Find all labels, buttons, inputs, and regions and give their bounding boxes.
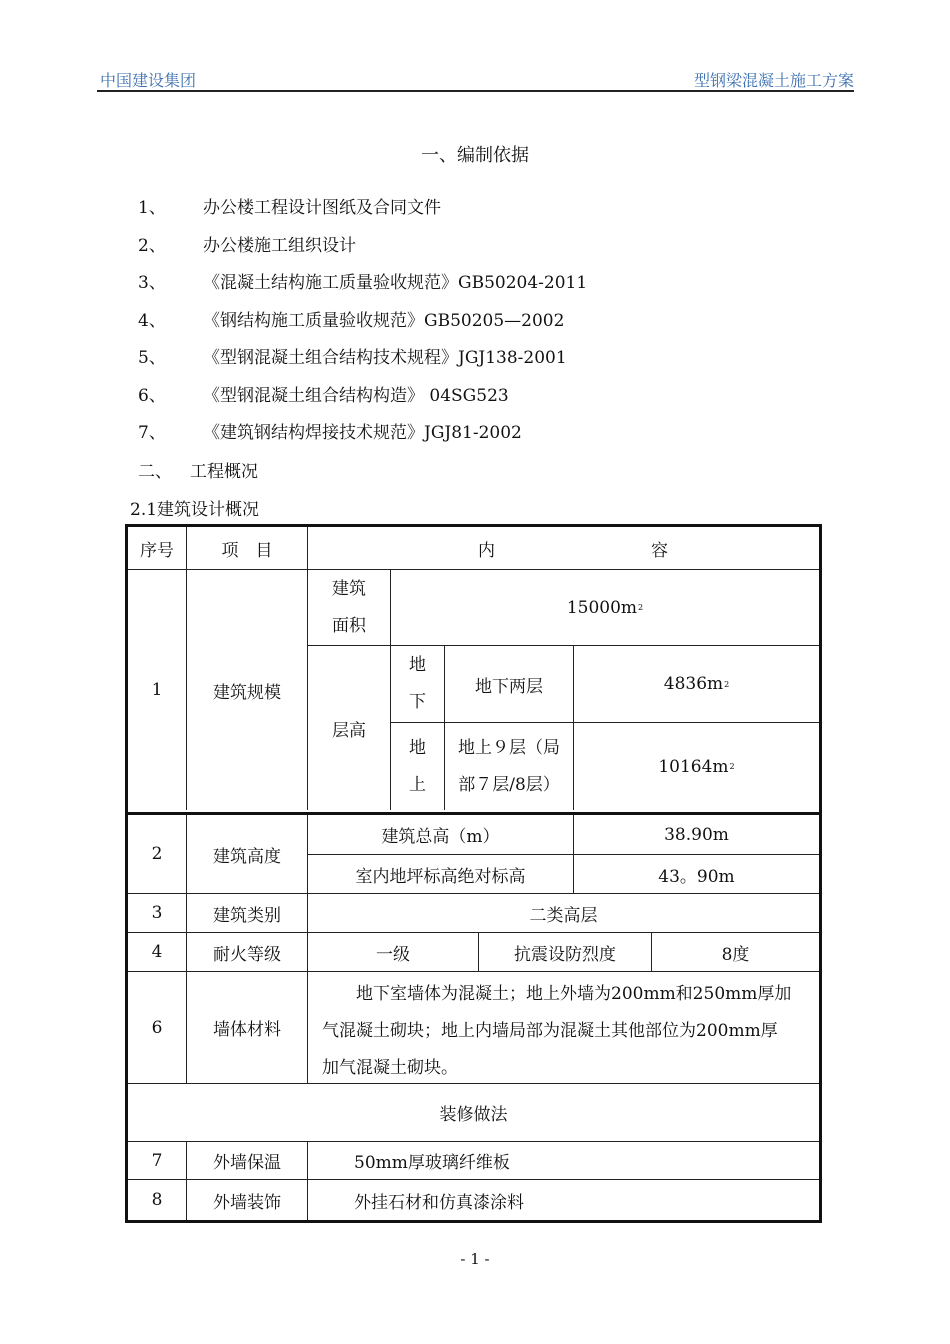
row2-seq: 2 (151, 844, 163, 864)
row7-item: 外墙保温 (186, 1141, 307, 1179)
aboveground-desc-a: 地上９层（局 (458, 737, 560, 758)
underground-label-b: 下 (409, 692, 426, 712)
list-item (138, 271, 587, 309)
row3-value: 二类高层 (307, 893, 819, 932)
section-title-basis: 一、编制依据 (421, 145, 529, 166)
row1-seq: 1 (128, 569, 186, 810)
row2-item: 建筑高度 (186, 815, 307, 893)
item-number: 5、 (138, 348, 166, 368)
row8-seq: 8 (128, 1179, 186, 1220)
header-doc-title: 型钢梁混凝土施工方案 (693, 71, 854, 90)
header-item: 项 目 (186, 527, 307, 569)
underground-label (390, 645, 444, 722)
header-company: 中国建设集团 (100, 71, 197, 90)
seismic-label: 抗震设防烈度 (478, 932, 651, 971)
wall-material-desc (307, 971, 819, 1083)
section-heading: 工程概况 (190, 462, 258, 482)
underground-label-a: 地 (409, 655, 426, 675)
item-text: 《建筑钢结构焊接技术规范》JGJ81-2002 (203, 423, 522, 443)
item-text: 《混凝土结构施工质量验收规范》GB50204-2011 (203, 273, 588, 293)
area-label-b: 面积 (332, 615, 366, 636)
row7-seq: 7 (128, 1141, 186, 1179)
area-label-a: 建筑 (332, 578, 366, 599)
item-number: 1、 (138, 198, 166, 218)
aboveground-desc-b: 部７层/8层） (458, 774, 560, 795)
row6-item: 墙体材料 (186, 971, 307, 1083)
item-text: 《型钢混凝土组合结构构造》 04SG523 (203, 385, 509, 406)
section-number: 二、 (138, 462, 172, 482)
abs-elevation-label: 室内地坪标高绝对标高 (307, 854, 573, 893)
aboveground-label-a: 地 (409, 737, 426, 758)
item-number: 4、 (138, 310, 166, 331)
list-item (138, 384, 587, 422)
floor-label: 层高 (307, 645, 390, 810)
underground-desc: 地下两层 (444, 645, 573, 722)
wall-desc-line: 气混凝土砌块；地上内墙局部为混凝土其他部位为200mm厚 (322, 1021, 778, 1041)
decoration-heading: 装修做法 (128, 1083, 819, 1141)
header-divider (97, 90, 854, 92)
abs-elevation-value: 43。90m (573, 854, 819, 893)
subsection-title: 2.1建筑设计概况 (130, 500, 260, 520)
header-content-a: 内 (478, 540, 495, 561)
area-value-text: 15000m (566, 597, 638, 618)
design-overview-table (125, 524, 822, 1223)
row3-seq: 3 (128, 893, 186, 932)
row3-item: 建筑类别 (186, 893, 307, 932)
item-text: 办公楼施工组织设计 (203, 235, 356, 256)
item-number: 3、 (138, 273, 166, 293)
section-title-overview (138, 457, 258, 482)
header-seq: 序号 (140, 540, 174, 561)
seismic-value: 8度 (651, 932, 819, 971)
area-value (390, 569, 819, 645)
list-item (138, 346, 587, 384)
aboveground-area-text: 10164m (658, 756, 729, 777)
item-text: 《型钢混凝土组合结构技术规程》JGJ138-2001 (203, 348, 567, 368)
unit-superscript: 2 (638, 603, 644, 612)
row7-value: 50mm厚玻璃纤维板 (307, 1141, 819, 1179)
aboveground-desc (444, 722, 573, 810)
item-text: 《钢结构施工质量验收规范》GB50205—2002 (203, 310, 565, 331)
item-number: 2、 (138, 235, 166, 256)
aboveground-label-b: 上 (409, 774, 426, 795)
list-item (138, 196, 587, 234)
row6-seq: 6 (128, 971, 186, 1083)
wall-desc-line: 加气混凝土砌块。 (322, 1058, 458, 1078)
list-item (138, 234, 587, 272)
total-height-value: 38.90m (573, 815, 819, 854)
row4-seq: 4 (128, 932, 186, 971)
area-label (307, 569, 390, 645)
item-text: 办公楼工程设计图纸及合同文件 (203, 198, 441, 218)
wall-desc-line: 地下室墙体为混凝土；地上外墙为200mm和250mm厚加 (322, 984, 792, 1004)
page-number: - 1 - (460, 1250, 490, 1268)
row8-item: 外墙装饰 (186, 1179, 307, 1220)
underground-area-text: 4836m (663, 674, 724, 694)
aboveground-label (390, 722, 444, 810)
row4-item: 耐火等级 (186, 932, 307, 971)
list-item (138, 309, 587, 347)
underground-area (573, 645, 819, 722)
row8-value: 外挂石材和仿真漆涂料 (307, 1179, 819, 1220)
unit-superscript: 2 (724, 679, 730, 689)
list-item (138, 421, 587, 459)
header-content (307, 527, 819, 569)
basis-list (138, 196, 587, 459)
total-height-label: 建筑总高（m） (307, 815, 573, 854)
fire-rating-value: 一级 (307, 932, 478, 971)
header-content-b: 容 (651, 540, 668, 561)
row1-item: 建筑规模 (186, 569, 307, 810)
unit-superscript: 2 (729, 762, 735, 771)
aboveground-area (573, 722, 819, 810)
item-number: 7、 (138, 423, 166, 443)
item-number: 6、 (138, 385, 166, 406)
